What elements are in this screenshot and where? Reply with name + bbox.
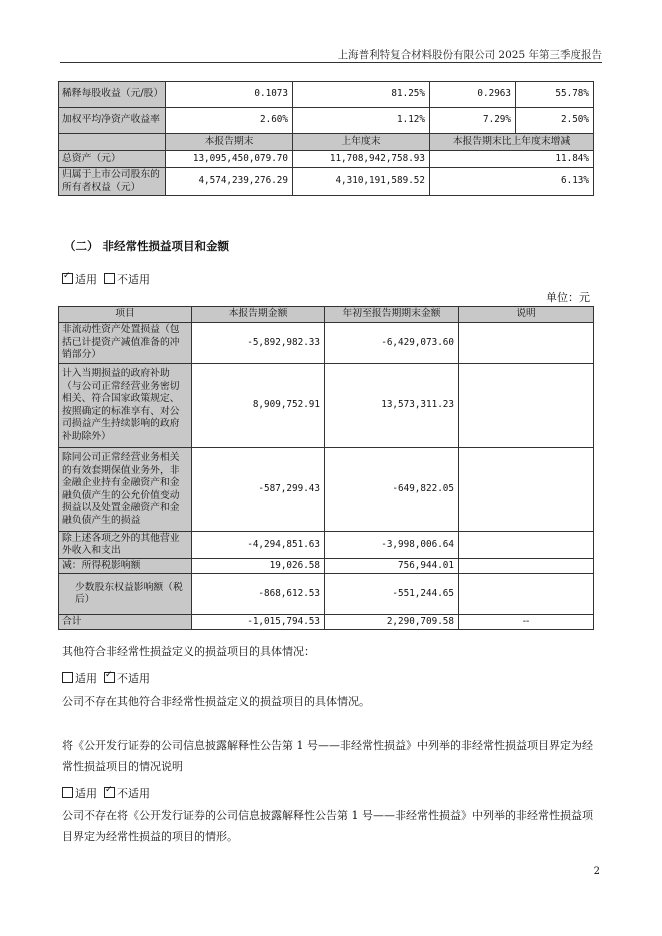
option-label: 不适用	[117, 672, 150, 685]
cell-value: 81.25%	[293, 82, 430, 108]
item-label: 少数股东权益影响额（税后）	[59, 574, 192, 615]
explanation-text: 将《公开发行证券的公司信息披露解释性公告第 1 号——非经常性损益》中列举的非经常性损益项目界定为经常性损益项目的情况说明	[62, 739, 593, 773]
note	[459, 323, 594, 364]
checkbox-unchecked-icon	[62, 787, 73, 798]
option-label: 适用	[75, 273, 97, 286]
ytd-amount: 13,573,311.23	[325, 364, 459, 448]
checkbox-unchecked-icon	[104, 273, 115, 284]
item-label: 计入当期损益的政府补助（与公司正常经营业务密切相关、符合国家政策规定、按照确定的标准享有、对公司损益产生持续影响的政府补助除外）	[59, 364, 192, 448]
checkbox-checked-icon	[62, 273, 73, 284]
cell-value: 2.60%	[166, 108, 293, 134]
row-label: 总资产（元）	[59, 151, 166, 168]
table-row	[59, 574, 594, 615]
unit-label: 单位：元	[546, 291, 590, 304]
header-cell: 上年度末	[293, 134, 430, 151]
checkbox-checked-icon	[104, 787, 115, 798]
item-label: 合计	[59, 615, 192, 630]
note	[459, 448, 594, 532]
cell-value: 1.12%	[293, 108, 430, 134]
ytd-amount: 2,290,709.58	[325, 615, 459, 630]
cell-value: 0.1073	[166, 82, 293, 108]
row-label: 加权平均净资产收益率	[59, 108, 166, 134]
non-recurring-table	[58, 306, 594, 630]
cell-value: 6.13%	[430, 168, 594, 196]
header-cell-empty	[59, 134, 166, 151]
header-cell: 本报告期金额	[192, 307, 325, 323]
item-label: 除同公司正常经营业务相关的有效套期保值业务外，非金融企业持有金融资产和金融负债产生的公允价值变动损益以及处置金融资产和金融负债产生的损益	[59, 448, 192, 532]
note	[459, 532, 594, 559]
table-header-row	[59, 134, 594, 151]
current-amount: 19,026.58	[192, 559, 325, 574]
header-cell: 说明	[459, 307, 594, 323]
current-amount: -4,294,851.63	[192, 532, 325, 559]
note	[459, 574, 594, 615]
document-header: 上海普利特复合材料股份有限公司 2025 年第三季度报告	[337, 49, 602, 61]
option-label: 适用	[75, 787, 97, 800]
table-row	[59, 151, 594, 168]
checkbox-unchecked-icon	[62, 672, 73, 683]
cell-value: 0.2963	[430, 82, 516, 108]
option-label: 适用	[75, 672, 97, 685]
ytd-amount: -3,998,006.64	[325, 532, 459, 559]
section-title: （二） 非经常性损益项目和金额	[64, 239, 230, 253]
cell-value: 4,310,191,589.52	[293, 168, 430, 196]
applicability-options	[62, 271, 150, 287]
item-label: 除上述各项之外的其他营业外收入和支出	[59, 532, 192, 559]
table-row	[59, 323, 594, 364]
applicability-options-2	[62, 670, 150, 686]
header-cell: 本报告期末	[166, 134, 293, 151]
option-label: 不适用	[117, 273, 150, 286]
cell-value: 4,574,239,276.29	[166, 168, 293, 196]
note	[459, 364, 594, 448]
cell-value: 55.78%	[516, 82, 594, 108]
note: --	[459, 615, 594, 630]
cell-value: 11.84%	[430, 151, 594, 168]
table-row	[59, 364, 594, 448]
current-amount: -587,299.43	[192, 448, 325, 532]
key-financials-table	[58, 81, 594, 196]
cell-value: 11,708,942,758.93	[293, 151, 430, 168]
item-label: 非流动性资产处置损益（包括已计提资产减值准备的冲销部分）	[59, 323, 192, 364]
table-row	[59, 82, 594, 108]
cell-value: 2.50%	[516, 108, 594, 134]
ytd-amount: 756,944.01	[325, 559, 459, 574]
explanation-result: 公司不存在将《公开发行证券的公司信息披露解释性公告第 1 号——非经常性损益》中列举的非经常性损益项目界定为经常性损益的项目的情形。	[62, 809, 593, 843]
other-definition-result: 公司不存在其他符合非经常性损益定义的损益项目的具体情况。	[62, 695, 370, 708]
checkbox-checked-icon	[104, 672, 115, 683]
cell-value: 7.29%	[430, 108, 516, 134]
row-label: 稀释每股收益（元/股）	[59, 82, 166, 108]
table-header-row	[59, 307, 594, 323]
current-amount: -1,015,794.53	[192, 615, 325, 630]
current-amount: -868,612.53	[192, 574, 325, 615]
page-number: 2	[593, 866, 600, 877]
header-cell: 本报告期末比上年度末增减	[430, 134, 594, 151]
table-row	[59, 168, 594, 196]
header-cell: 项目	[59, 307, 192, 323]
table-row	[59, 108, 594, 134]
current-amount: 8,909,752.91	[192, 364, 325, 448]
row-label: 归属于上市公司股东的所有者权益（元）	[59, 168, 166, 196]
cell-value: 13,095,450,079.70	[166, 151, 293, 168]
current-amount: -5,892,982.33	[192, 323, 325, 364]
table-row	[59, 448, 594, 532]
option-label: 不适用	[117, 787, 150, 800]
ytd-amount: -6,429,073.60	[325, 323, 459, 364]
item-label: 减：所得税影响额	[59, 559, 192, 574]
other-definition-text: 其他符合非经常性损益定义的损益项目的具体情况：	[62, 645, 315, 658]
note	[459, 559, 594, 574]
table-row	[59, 559, 594, 574]
table-row	[59, 532, 594, 559]
applicability-options-3	[62, 785, 150, 801]
header-cell: 年初至报告期期末金额	[325, 307, 459, 323]
ytd-amount: -551,244.65	[325, 574, 459, 615]
header-rule	[60, 62, 602, 63]
ytd-amount: -649,822.05	[325, 448, 459, 532]
table-total-row	[59, 615, 594, 630]
